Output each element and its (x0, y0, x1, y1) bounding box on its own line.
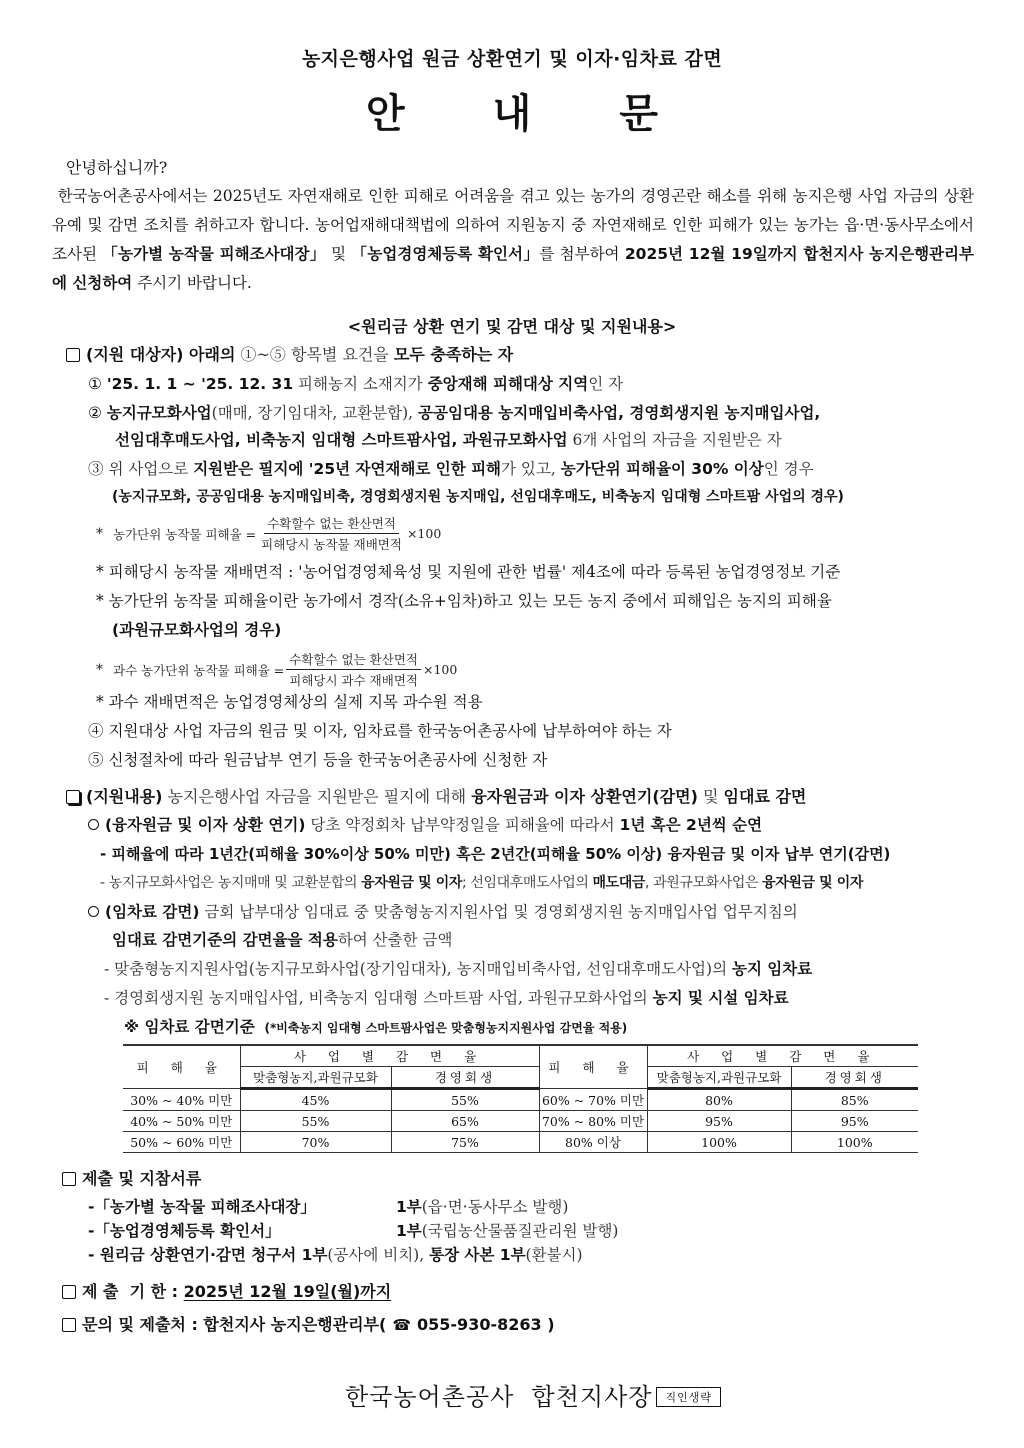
header-reduction-rate: 사 업 별 감 면 율 (240, 1045, 539, 1067)
item-emphasis: 중앙재해 피해대상 지역 (427, 375, 589, 393)
eligibility-item-4 (88, 719, 672, 743)
document-name: -「농가별 농작물 피해조사대장」 (88, 1198, 316, 1216)
checkbox-icon (66, 348, 80, 362)
criteria-title: ※ 임차료 감면기준 (124, 1018, 255, 1036)
support-text: 및 (697, 787, 724, 806)
criteria-note: (*비축농지 임대형 스마트팜사업은 맞춤형농지지원사업 감면율 적용) (264, 1021, 628, 1035)
deferral-label: (융자원금 및 이자 상환 연기) (105, 816, 306, 834)
section-heading: <원리금 상환 연기 및 감면 대상 및 지원내용> (347, 317, 677, 336)
asterisk: * (96, 525, 103, 542)
document-name-1: 「농가별 농작물 피해조사대장」 (102, 245, 326, 263)
bullet-circle-icon (88, 819, 99, 830)
multiplier: ×100 (406, 526, 442, 541)
document-count: 1부 (396, 1222, 422, 1240)
checkbox-icon (66, 790, 80, 804)
deferral-emphasis: 1년 혹은 2년씩 순연 (619, 816, 763, 834)
table-row (123, 1111, 918, 1132)
item-text: 인 경우 (763, 460, 814, 478)
item-text: 위 사업으로 (108, 460, 194, 478)
document-item-3 (88, 1243, 583, 1267)
support-label: (지원내용) (86, 787, 163, 806)
header-damage-rate: 피 해 율 (123, 1045, 240, 1089)
item-number: ② (88, 404, 102, 422)
eligibility-heading (66, 343, 513, 367)
rate-value: 55% (391, 1089, 539, 1111)
denominator: 피해당시 농작물 재배면적 (261, 537, 402, 552)
intro-text: 를 첨부하여 (539, 245, 625, 263)
orchard-heading-text: (과원규모화사업의 경우) (112, 621, 282, 639)
asterisk: * (96, 661, 103, 678)
item-number: ⑤ (88, 751, 104, 769)
detail-text: , 과원규모화사업은 (645, 875, 763, 891)
rate-value: 45% (240, 1089, 391, 1111)
rate-value: 95% (791, 1111, 918, 1132)
item-text: 인 자 (588, 375, 624, 393)
document-note: (공사에 비치), (327, 1246, 430, 1264)
multiplier: ×100 (422, 662, 458, 677)
detail-text: ; 선임대후매도사업의 (461, 875, 593, 891)
title-char: 내 (492, 91, 532, 137)
document-item-1 (88, 1195, 568, 1219)
detail-text: - 맞춤형농지지원사업(농지규모화사업(장기임대차), 농지매입비축사업, 선임대후매도사업)의 (104, 960, 732, 978)
item-text: 신청절차에 따라 원금납부 연기 등을 한국농어촌공사에 신청한 자 (108, 751, 548, 769)
header-rehabilitation: 경영회생 (791, 1067, 918, 1089)
document-count: 1부 (396, 1198, 422, 1216)
detail-emphasis: 매도대금 (592, 875, 646, 891)
rent-reduction-table (123, 1044, 918, 1153)
header-reduction-rate: 사 업 별 감 면 율 (647, 1045, 918, 1067)
item-emphasis: 공공임대용 농지매입비축사업, 경영회생지원 농지매입사업, (418, 404, 821, 422)
rent-text: 하여 산출한 금액 (337, 931, 453, 949)
rate-value: 55% (240, 1111, 391, 1132)
item-text: 지원대상 사업 자금의 원금 및 이자, 임차료를 한국농어촌공사에 납부하여야 하는 자 (108, 722, 672, 740)
rate-value: 85% (791, 1089, 918, 1111)
damage-range: 80% 이상 (539, 1132, 647, 1153)
item-emphasis: 농지규모화사업 (106, 404, 212, 422)
document-name: 통장 사본 1부 (429, 1246, 526, 1264)
rate-value: 100% (791, 1132, 918, 1153)
support-emphasis: 임대료 감면 (723, 787, 807, 806)
rent-criteria-heading (124, 1015, 627, 1040)
numerator: 수확할수 없는 환산면적 (264, 514, 399, 534)
rent-text: 금회 납부대상 임대료 중 맞춤형농지지원사업 및 경영회생지원 농지매입사업 업무지침의 (199, 903, 798, 921)
table-row (123, 1089, 918, 1111)
document-subtitle: 농지은행사업 원금 상환연기 및 이자·임차료 감면 (301, 48, 723, 70)
deferral-item (88, 813, 762, 837)
support-heading (66, 785, 806, 809)
contact-row (62, 1313, 555, 1337)
rate-value: 75% (391, 1132, 539, 1153)
item-text: 가 있고, (501, 460, 561, 478)
item-emphasis: (농지규모화, 공공임대용 농지매입비축, 경영회생지원 농지매입, 선임대후매도, 비축농지 임대형 스마트팜 사업의 경우) (112, 489, 844, 505)
header-rehabilitation: 경영회생 (391, 1067, 539, 1089)
rate-value: 65% (391, 1111, 539, 1132)
eligibility-label: (지원 대상자) 아래의 (86, 345, 236, 364)
document-note: (국립농산물품질관리원 발행) (421, 1222, 619, 1240)
item-number: ① (88, 375, 102, 393)
deadline-row (62, 1280, 391, 1304)
checkbox-icon (62, 1285, 76, 1299)
detail-emphasis: 융자원금 및 이자 (361, 875, 462, 891)
support-text: 농지은행사업 자금을 지원받은 필지에 대해 (162, 787, 472, 806)
deferral-detail-text: - 피해율에 따라 1년간(피해율 30%이상 50% 미만) 혹은 2년간(피해율 50% 이상) 융자원금 및 이자 납부 연기(감면) (100, 845, 891, 863)
intro-paragraph (52, 182, 974, 298)
damage-range: 30% ~ 40% 미만 (123, 1089, 240, 1111)
checkbox-icon (62, 1172, 76, 1186)
eligibility-emphasis: 모두 충족하는 자 (393, 345, 514, 364)
phone-icon: ☎ (392, 1316, 412, 1334)
document-title (0, 82, 1024, 139)
deferral-detail-1 (100, 842, 890, 866)
item-emphasis: 지원받은 필지에 '25년 자연재해로 인한 피해 (193, 460, 502, 478)
title-char: 문 (619, 91, 658, 137)
item-emphasis: 농가단위 피해율이 30% 이상 (560, 460, 764, 478)
orchard-damage-rate-formula (96, 650, 457, 689)
rent-reduction-item (88, 900, 798, 924)
eligibility-item-2-cont (115, 428, 782, 452)
bullet-circle-icon (88, 906, 99, 917)
eligibility-item-1 (88, 372, 623, 396)
deadline-highlight: 2025년 12월 19일까지 합천지사 농지은행관리부에 신청하여 (52, 245, 974, 292)
eligibility-item-2 (88, 401, 820, 425)
greeting: 안녕하십니까? (66, 158, 168, 177)
intro-text: 주시기 바랍니다. (132, 274, 252, 292)
damage-rate-formula (96, 514, 441, 553)
title-char: 안 (366, 91, 405, 137)
orchard-heading (112, 618, 281, 642)
item-number: ③ (88, 460, 104, 478)
item-text: (매매, 장기임대차, 교환분합), (211, 404, 419, 422)
document-name: - 원리금 상환연기·감면 청구서 1부 (88, 1246, 328, 1264)
detail-text: - 경영회생지원 농지매입사업, 비축농지 임대형 스마트팜 사업, 과원규모화사업의 (104, 989, 653, 1007)
note-cultivation-area: * 피해당시 농작물 재배면적 : '농어업경영체육성 및 지원에 관한 법률' 제4조에 따라 등록된 농업경영정보 기준 (96, 563, 841, 581)
intro-text: 한국농어촌공사에서는 2025년도 자연재해로 인한 피해로 어려움을 겪고 있는 농가의 경영곤란 해소를 위해 농지은행 사업 자금의 상환 유예 및 감면 조치를 취하고자 합니다. 농어업재해대책법에 의하여 지원농지 중 자연재해로 인한 피해가 있는 농가는 읍·면·동사무소에서 조사된 (52, 187, 974, 263)
signature (345, 1377, 721, 1412)
numerator: 수확할수 없는 환산면적 (286, 650, 421, 670)
table-row (123, 1132, 918, 1153)
document-name-2: 「농업경영체등록 확인서」 (351, 245, 540, 263)
eligibility-item-5 (88, 748, 547, 772)
formula-lhs: 농가단위 농작물 피해율 = (113, 526, 257, 542)
checkbox-icon (62, 1318, 76, 1332)
contact-label: 문의 및 제출처 : 합천지사 농지은행관리부( (82, 1315, 387, 1334)
detail-emphasis: 융자원금 및 이자 (762, 875, 863, 891)
header-custom-orchard: 맞춤형농지,과원규모화 (647, 1067, 791, 1089)
support-emphasis: 융자원금과 이자 상환연기(감면) (471, 787, 698, 806)
documents-heading (62, 1167, 201, 1191)
signature-text: 한국농어촌공사 합천지사장 (345, 1383, 653, 1411)
formula-fraction (286, 650, 421, 689)
eligibility-item-3 (88, 457, 814, 481)
formula-fraction (258, 514, 405, 553)
detail-emphasis: 농지 임차료 (731, 960, 813, 978)
document-name: -「농업경영체등록 확인서」 (88, 1222, 281, 1240)
item-text: 피해농지 소재지가 (293, 375, 428, 393)
documents-heading-text: 제출 및 지참서류 (82, 1169, 202, 1188)
rent-emphasis: 임대료 감면기준의 감면율을 적용 (112, 931, 338, 949)
rate-value: 80% (647, 1089, 791, 1111)
seal-omitted-stamp: 직인생략 (656, 1387, 721, 1407)
detail-emphasis: 농지 및 시설 임차료 (652, 989, 789, 1007)
contact-phone: 055-930-8263 ) (417, 1315, 555, 1334)
document-note: (환불시) (525, 1246, 583, 1264)
item-number: ④ (88, 722, 104, 740)
rate-value: 95% (647, 1111, 791, 1132)
document-item-2 (88, 1219, 618, 1243)
header-custom-orchard: 맞춤형농지,과원규모화 (240, 1067, 391, 1089)
note-orchard-area: * 과수 재배면적은 농업경영체상의 실제 지목 과수원 적용 (96, 693, 483, 711)
rent-label: (임차료 감면) (105, 903, 200, 921)
eligibility-text: ①~⑤ 항목별 요건을 (235, 345, 394, 364)
rate-value: 100% (647, 1132, 791, 1153)
deferral-text: 당초 약정회차 납부약정일을 피해율에 따라서 (305, 816, 620, 834)
eligibility-item-3-cont (112, 485, 844, 509)
rate-value: 70% (240, 1132, 391, 1153)
formula-lhs: 과수 농가단위 농작물 피해율 = (113, 662, 285, 678)
deferral-detail-2 (100, 871, 863, 895)
damage-range: 70% ~ 80% 미만 (539, 1111, 647, 1132)
deadline-label: 제 출 기 한 : (82, 1282, 184, 1301)
damage-range: 60% ~ 70% 미만 (539, 1089, 647, 1111)
detail-text: - 농지규모화사업은 농지매매 및 교환분합의 (100, 875, 362, 891)
date-range: '25. 1. 1 ~ '25. 12. 31 (106, 375, 294, 393)
denominator: 피해당시 과수 재배면적 (289, 673, 418, 688)
deadline-value: 2025년 12월 19일(월)까지 (183, 1282, 392, 1301)
damage-range: 50% ~ 60% 미만 (123, 1132, 240, 1153)
rent-detail-2 (104, 986, 789, 1010)
item-text: 6개 사업의 자금을 지원받은 자 (567, 431, 782, 449)
damage-range: 40% ~ 50% 미만 (123, 1111, 240, 1132)
note-damage-rate-definition: * 농가단위 농작물 피해율이란 농가에서 경작(소유+임차)하고 있는 모든 농지 중에서 피해입은 농지의 피해율 (96, 592, 832, 610)
document-note: (읍·면·동사무소 발행) (421, 1198, 569, 1216)
rent-detail-1 (104, 957, 812, 981)
intro-text: 및 (325, 245, 352, 263)
item-emphasis: 선임대후매도사업, 비축농지 임대형 스마트팜사업, 과원규모화사업 (115, 431, 568, 449)
rent-reduction-cont (112, 928, 452, 952)
header-damage-rate: 피 해 율 (539, 1045, 647, 1089)
